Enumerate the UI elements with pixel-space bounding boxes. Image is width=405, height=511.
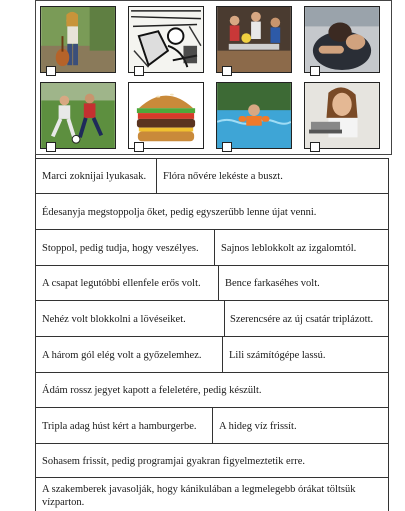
girl-at-laptop-photo-icon: [304, 82, 380, 149]
cell-divider: [224, 300, 225, 336]
cell-divider: [212, 407, 213, 443]
hamburger-photo-icon: [128, 82, 204, 149]
select-checkbox[interactable]: [222, 66, 232, 76]
select-checkbox[interactable]: [222, 142, 232, 152]
row-divider: [35, 336, 388, 337]
sentence-cell: Ádám rossz jegyet kapott a feleletére, pedig készült.: [42, 385, 262, 396]
row-divider: [35, 477, 388, 478]
row-divider: [35, 443, 388, 444]
sentence-cell: A hideg víz frissít.: [219, 421, 297, 432]
football-players-photo-icon: [40, 82, 116, 149]
table-border-left: [35, 155, 36, 511]
sentence-cell: Tripla adag húst kért a hamburgerbe.: [42, 421, 197, 432]
row-divider: [35, 229, 388, 230]
select-checkbox[interactable]: [134, 142, 144, 152]
sentence-cell: Bence farkaséhes volt.: [225, 278, 320, 289]
sentence-cell: Lili számítógépe lassú.: [229, 350, 326, 361]
sentence-cell: A három gól elég volt a győzelemhez.: [42, 350, 202, 361]
select-checkbox[interactable]: [310, 66, 320, 76]
select-checkbox[interactable]: [46, 142, 56, 152]
sentence-cell: Flóra nővére lekéste a buszt.: [163, 171, 283, 182]
row-divider: [35, 300, 388, 301]
sentence-cell: Stoppol, pedig tudja, hogy veszélyes.: [42, 243, 199, 254]
sentence-cell: A szakemberek javasolják, hogy kánikulában a legmelegebb órákat töltsük vízparton.: [42, 484, 356, 508]
row-divider: [35, 193, 388, 194]
sad-boy-photo-icon: [304, 6, 380, 73]
cell-divider: [156, 158, 157, 193]
cell-divider: [222, 336, 223, 372]
sentence-cell: Sajnos leblokkolt az izgalomtól.: [221, 243, 357, 254]
cell-divider: [214, 229, 215, 265]
swimming-pool-child-photo-icon: [216, 82, 292, 149]
select-checkbox[interactable]: [310, 142, 320, 152]
row-divider: [35, 158, 388, 159]
sentence-cell: A csapat legutóbbi ellenfele erős volt.: [42, 278, 201, 289]
select-checkbox[interactable]: [134, 66, 144, 76]
cell-divider: [218, 265, 219, 300]
guitar-girl-photo-icon: [40, 6, 116, 73]
sentence-cell: Nehéz volt blokkolni a lövéseiket.: [42, 314, 186, 325]
volleyball-team-photo-icon: [216, 6, 292, 73]
sentence-cell: Marci zoknijai lyukasak.: [42, 171, 147, 182]
row-divider: [35, 265, 388, 266]
sketch-drawing-icon: [128, 6, 204, 73]
sentence-cell: Édesanyja megstoppolja őket, pedig egyszerűbb lenne újat venni.: [42, 207, 317, 218]
sentence-cell: Sohasem frissít, pedig programjai gyakran figyelmeztetik erre.: [42, 456, 305, 467]
select-checkbox[interactable]: [46, 66, 56, 76]
table-border-right: [388, 158, 389, 511]
row-divider: [35, 372, 388, 373]
sentence-cell: Szerencsére az új csatár triplázott.: [230, 314, 374, 325]
